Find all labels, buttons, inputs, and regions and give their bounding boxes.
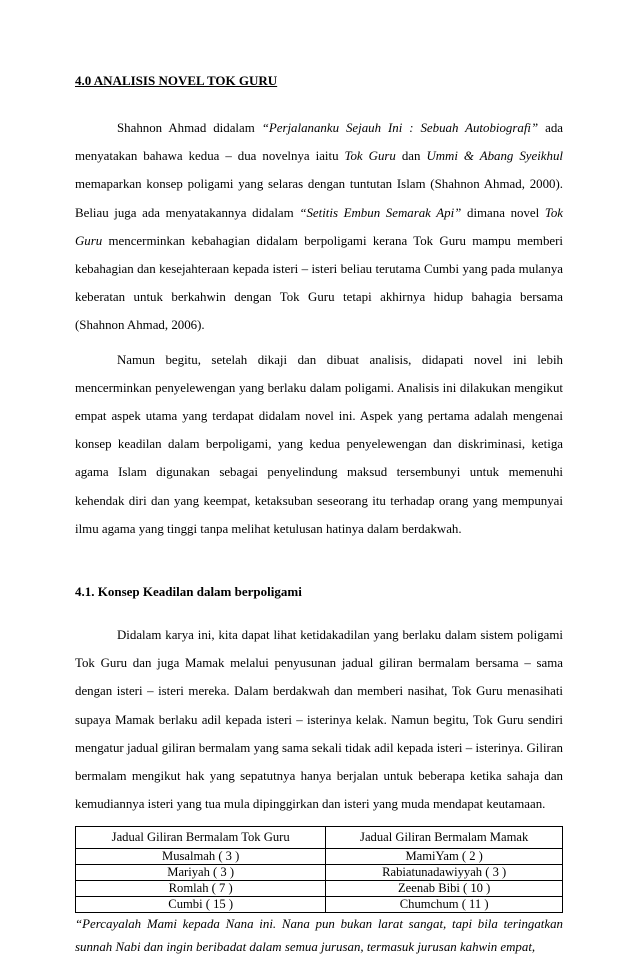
text-run: mencerminkan kebahagian didalam berpoligami kerana Tok Guru mampu memberi kebahagian dan kesejahteraan kepada isteri – isteri beliau terutama Cumbi yang pada mulanya keberatan untuk berkahwin dengan Tok Guru tetapi akhirnya hidup bahagia bersama (Shahnon Ahmad, 2006). bbox=[75, 233, 563, 333]
italic-title: “Setitis Embun Semarak Api” bbox=[299, 205, 462, 220]
text-run: Shahnon Ahmad didalam bbox=[117, 121, 262, 135]
table-row bbox=[76, 865, 563, 881]
table-cell: Romlah ( 7 ) bbox=[76, 881, 326, 897]
paragraph-analysis: Namun begitu, setelah dikaji dan dibuat analisis, didapati novel ini lebih mencerminkan penyelewengan yang berlaku dalam poligami. Analisis ini dilakukan mengikut empat aspek utama yang terdapat didalam novel ini. Aspek yang pertama adalah mengenai konsep keadilan dalam berpoligami, yang kedua penyelewengan dan diskriminasi, ketiga agama Islam digunakan sebagai penyelindung maksud tersembunyi untuk memenuhi kehendak diri dan yang keempat, ketaksuban seseorang itu terhadap orang yang mempunyai ilmu agama yang tinggi tanpa melihat ketulusan hatinya dalam berdakwah. bbox=[75, 352, 563, 536]
paragraph-intro bbox=[75, 114, 563, 340]
quote-paragraph: “Percayalah Mami kepada Nana ini. Nana pun bukan larat sangat, tapi bila teringatkan sunnah Nabi dan ingin beribadat dalam semua jurusan, termasuk jurusan kahwin empat, bbox=[75, 917, 563, 955]
text-run: memaparkan konsep poligami yang selaras dengan tuntutan Islam (Shahnon Ahmad, 2000). Beliau juga ada menyatakannya didalam bbox=[75, 177, 563, 220]
header-tok-guru: Jadual Giliran Bermalam Tok Guru bbox=[76, 827, 326, 849]
italic-title: Tok Guru bbox=[344, 149, 396, 164]
italic-title: Ummi & Abang Syeikhul bbox=[426, 149, 563, 164]
italic-title: “Perjalananku Sejauh Ini : Sebuah Autobiografi” bbox=[261, 121, 539, 135]
table-header-row bbox=[76, 827, 563, 849]
text-run: dan bbox=[395, 149, 427, 164]
table-cell: Musalmah ( 3 ) bbox=[76, 849, 326, 865]
table-cell: Mariyah ( 3 ) bbox=[76, 865, 326, 881]
paragraph-keadilan: Didalam karya ini, kita dapat lihat ketidakadilan yang berlaku dalam sistem poligami Tok Guru dan juga Mamak melalui penyusunan jadual giliran bermalam bersama – sama dengan isteri – isteri mereka. Dalam berdakwah dan memberi nasihat, Tok Guru menasihati supaya Mamak berlaku adil kepada isteri – isterinya kelak. Namun begitu, Tok Guru sendiri mengatur jadual giliran bermalam yang sama sekali tidak adil kepada isteri – isterinya. Giliran bermalam mengikut hak yang sepatutnya hanya berjalan untuk beberapa ketika sahaja dan kemudiannya isteri yang tua mula dipinggirkan dan isteri yang muda mendapat keutamaan. bbox=[75, 628, 563, 812]
table-cell: MamiYam ( 2 ) bbox=[326, 849, 563, 865]
header-mamak: Jadual Giliran Bermalam Mamak bbox=[326, 827, 563, 849]
text-run: ada menyatakan bahawa kedua – dua novelnya iaitu bbox=[75, 121, 563, 164]
table-row bbox=[76, 849, 563, 865]
table-cell: Cumbi ( 15 ) bbox=[76, 897, 326, 913]
section-heading: 4.0 ANALISIS NOVEL TOK GURU bbox=[75, 73, 278, 88]
text-run: dimana novel bbox=[461, 205, 545, 220]
italic-title: Tok Guru bbox=[75, 205, 563, 248]
table-cell: Rabiatunadawiyyah ( 3 ) bbox=[326, 865, 563, 881]
subsection-heading: 4.1. Konsep Keadilan dalam berpoligami bbox=[75, 584, 302, 600]
table-row bbox=[76, 897, 563, 913]
table-row bbox=[76, 881, 563, 897]
table-cell: Chumchum ( 11 ) bbox=[326, 897, 563, 913]
schedule-table bbox=[75, 826, 563, 913]
table-cell: Zeenab Bibi ( 10 ) bbox=[326, 881, 563, 897]
